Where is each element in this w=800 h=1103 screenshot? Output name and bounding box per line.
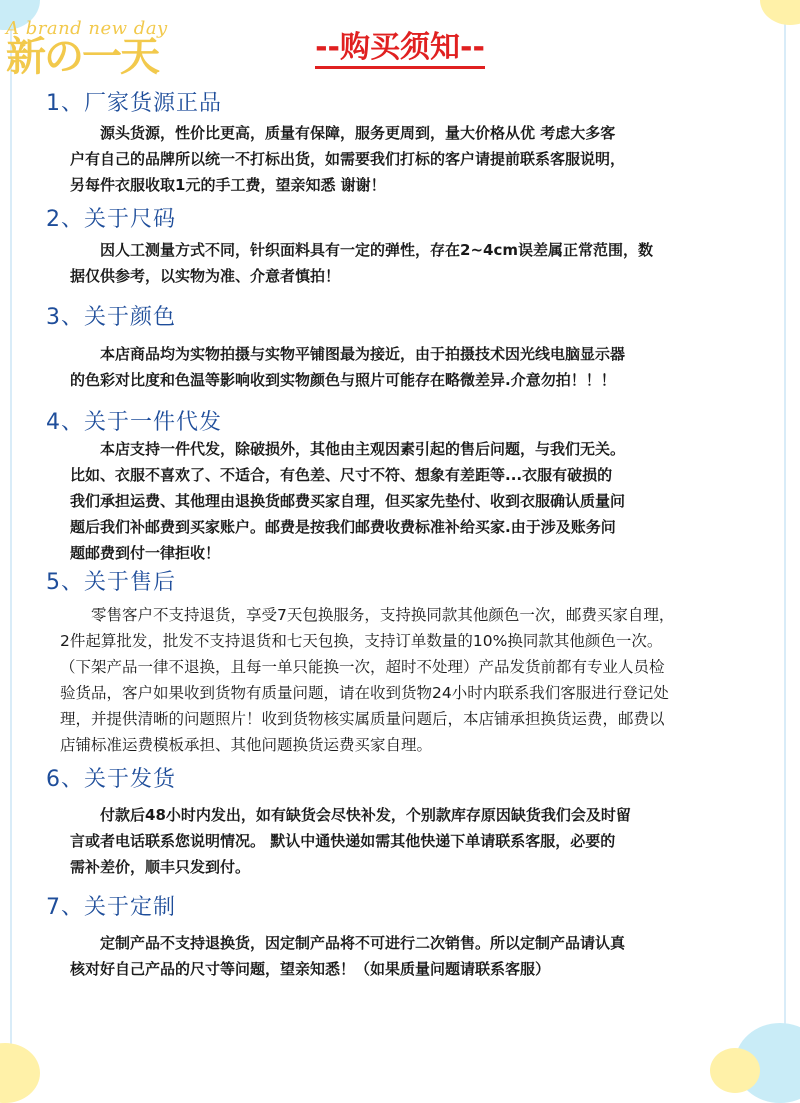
- section-body-4: [70, 436, 740, 566]
- section-body-line: 另每件衣服收取1元的手工费，望亲知悉 谢谢！: [70, 176, 386, 194]
- section-body-line: 据仅供参考，以实物为准、介意者慎拍！: [70, 267, 341, 285]
- section-body-line: 本店商品均为实物拍摄与实物平铺图最为接近，由于拍摄技术因光线电脑显示器: [70, 345, 626, 363]
- section-body-6: [70, 802, 740, 880]
- section-body-line: 核对好自己产品的尺寸等问题，望亲知悉！（如果质量问题请联系客服）: [70, 960, 551, 978]
- section-body-5: [60, 602, 780, 758]
- section-body-line: 定制产品不支持退换货，因定制产品将不可进行二次销售。所以定制产品请认真: [70, 934, 626, 952]
- section-body-line: 零售客户不支持退货，享受7天包换服务，支持换同款其他颜色一次，邮费买家自理，: [60, 606, 675, 624]
- section-heading-6: 6、关于发货: [46, 767, 176, 792]
- section-body-3: [70, 341, 740, 393]
- section-heading-4: 4、关于一件代发: [46, 410, 222, 435]
- section-body-7: [70, 930, 740, 982]
- section-heading-1: 1、厂家货源正品: [46, 91, 222, 116]
- section-heading-7: 7、关于定制: [46, 895, 176, 920]
- page-title: [0, 22, 800, 66]
- section-body-line: 题后我们补邮费到买家账户。邮费是按我们邮费收费标准补给买家.由于涉及账务问: [70, 518, 616, 536]
- section-body-line: 户有自己的品牌所以统一不打标出货，如需要我们打标的客户请提前联系客服说明，: [70, 150, 626, 168]
- section-body-line: 言或者电话联系您说明情况。 默认中通快递如需其他快递下单请联系客服，必要的: [70, 832, 616, 850]
- section-body-line: （下架产品一律不退换，且每一单只能换一次，超时不处理）产品发货前都有专业人员检: [60, 658, 665, 676]
- section-body-line: 题邮费到付一律拒收！: [70, 544, 221, 562]
- logo-english: A brand new day: [6, 18, 168, 39]
- section-heading-3: 3、关于颜色: [46, 305, 176, 330]
- section-heading-5: 5、关于售后: [46, 570, 176, 595]
- section-body-line: 本店支持一件代发，除破损外，其他由主观因素引起的售后问题，与我们无关。: [70, 440, 626, 458]
- section-body-line: 因人工测量方式不同，针织面料具有一定的弹性，存在2~4cm误差属正常范围，数: [70, 241, 653, 259]
- section-body-line: 我们承担运费、其他理由退换货邮费买家自理，但买家先垫付、收到衣服确认质量问: [70, 492, 626, 510]
- section-heading-2: 2、关于尺码: [46, 207, 176, 232]
- section-body-line: 店铺标准运费模板承担、其他问题换货运费买家自理。: [60, 736, 433, 754]
- section-body-line: 的色彩对比度和色温等影响收到实物颜色与照片可能存在略微差异.介意勿拍！！！: [70, 371, 616, 389]
- section-body-line: 理，并提供清晰的问题照片！收到货物核实属质量问题后，本店铺承担换货运费，邮费以: [60, 710, 665, 728]
- section-body-2: [70, 237, 740, 289]
- decor-bubble-bottom-right-small: [710, 1048, 760, 1093]
- page-title-text: --购买须知--: [315, 30, 485, 69]
- section-body-line: 需补差价，顺丰只发到付。: [70, 858, 251, 876]
- section-body-1: [70, 120, 740, 198]
- section-body-line: 2件起算批发，批发不支持退货和七天包换，支持订单数量的10%换同款其他颜色一次。: [60, 632, 663, 650]
- section-body-line: 源头货源，性价比更高，质量有保障，服务更周到，量大价格从优 考虑大多客: [70, 124, 616, 142]
- section-body-line: 验货品，客户如果收到货物有质量问题，请在收到货物24小时内联系我们客服进行登记处: [60, 684, 669, 702]
- section-body-line: 付款后48小时内发出，如有缺货会尽快补发，个别款库存原因缺货我们会及时留: [70, 806, 631, 824]
- section-body-line: 比如、衣服不喜欢了、不适合，有色差、尺寸不符、想象有差距等...衣服有破损的: [70, 466, 613, 484]
- logo-chinese: 新の一天: [6, 34, 158, 80]
